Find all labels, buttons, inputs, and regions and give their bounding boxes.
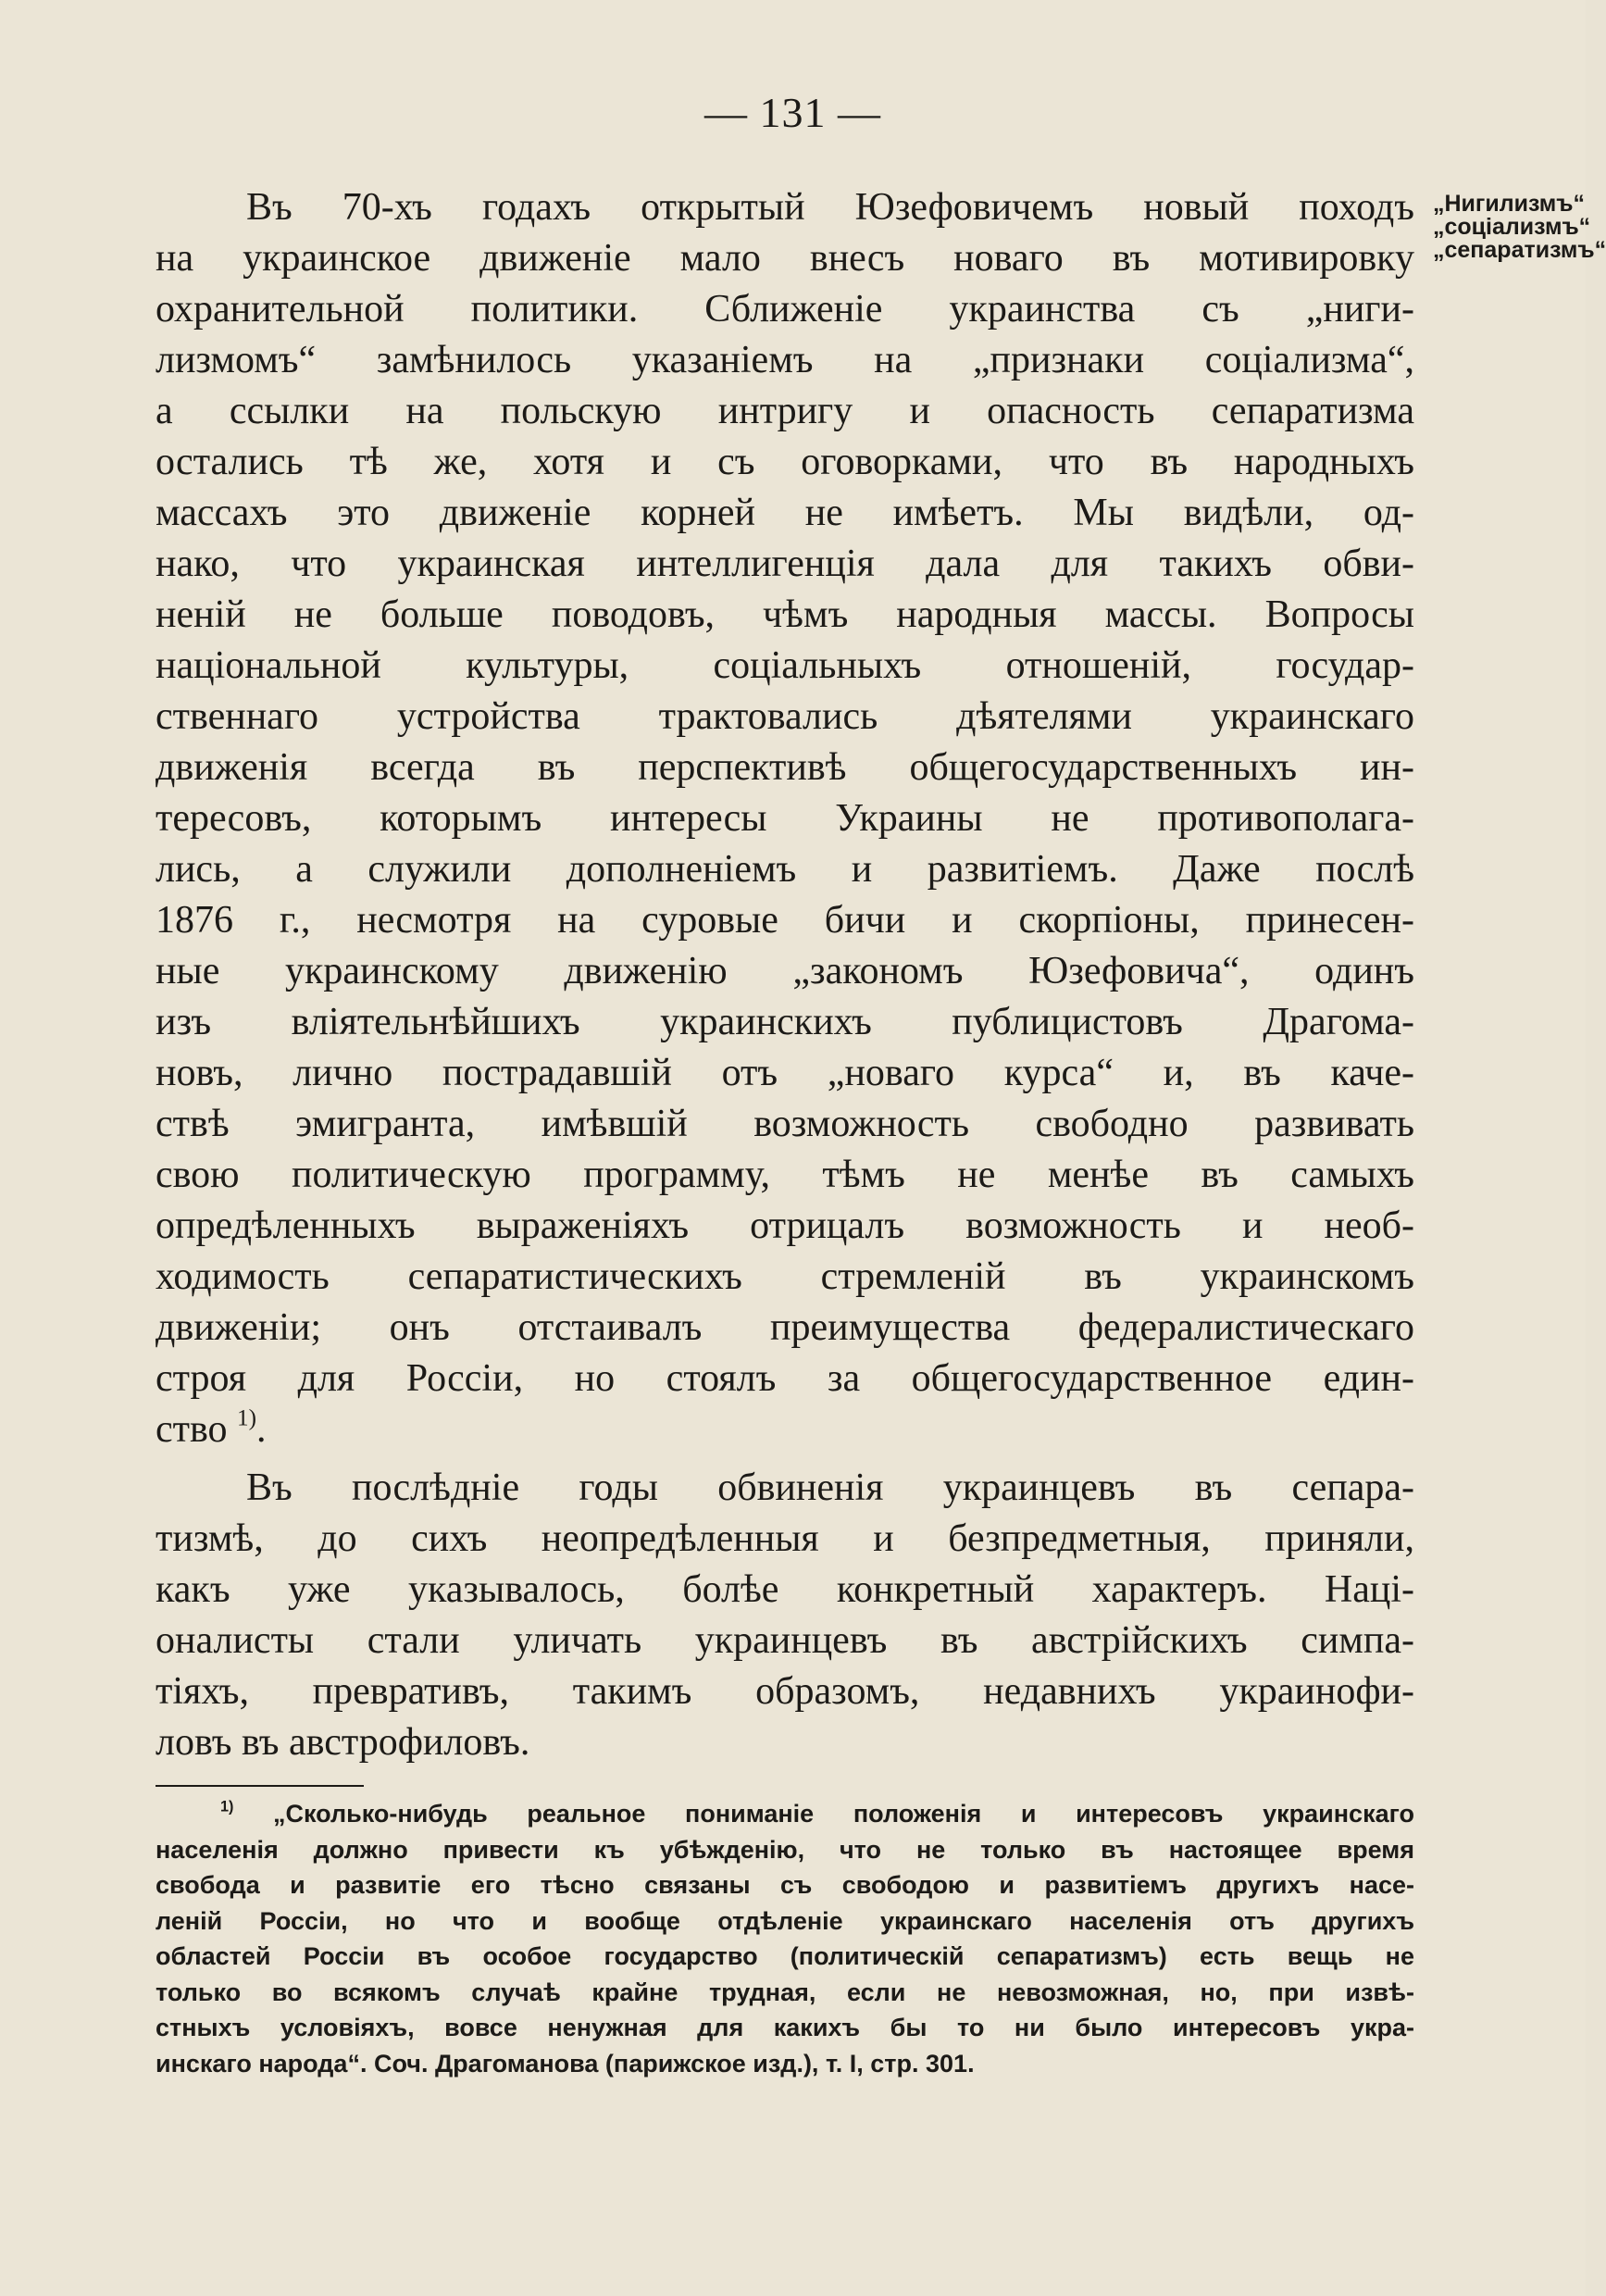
text-line: какъ уже указывалось, болѣе конкретный характеръ. Наці- <box>156 1568 1414 1611</box>
text-line: Въ послѣдніе годы обвиненія украинцевъ въ сепара- <box>246 1466 1414 1509</box>
margin-note <box>1433 191 1606 263</box>
footnote-line: инскаго народа“. Соч. Драгоманова (парижское изд.), т. I, стр. 301. <box>156 2049 975 2078</box>
text-line: ловъ въ австрофиловъ. <box>156 1721 530 1764</box>
text-line: національной культуры, соціальныхъ отношеній, государ- <box>156 644 1414 687</box>
text-line: лизмомъ“ замѣнилось указаніемъ на „признаки соціализма“, <box>156 339 1414 381</box>
text-line: 1876 г., несмотря на суровые бичи и скорпіоны, принесен- <box>156 899 1414 942</box>
footnote-reference[interactable]: 1) <box>237 1405 257 1431</box>
text-line: ство $^{1)}$. <box>156 1405 267 1451</box>
text-line: массахъ это движеніе корней не имѣетъ. Мы видѣли, од- <box>156 492 1414 534</box>
text-line: лись, а служили дополненіемъ и развитіемъ. Даже послѣ <box>156 848 1414 891</box>
text-line: тизмѣ, до сихъ неопредѣленныя и безпредметныя, приняли, <box>156 1517 1414 1560</box>
page-number: — 131 — <box>704 89 881 136</box>
text-line: опредѣленныхъ выраженіяхъ отрицалъ возможность и необ- <box>156 1204 1414 1247</box>
margin-note-line: „соціализмъ“ <box>1433 214 1591 240</box>
text-line: нако, что украинская интеллигенція дала для такихъ обви- <box>156 543 1414 585</box>
text-line: остались тѣ же, хотя и съ оговорками, что въ народныхъ <box>156 441 1414 483</box>
text-line: движеніи; онъ отстаивалъ преимущества федералистическаго <box>156 1306 1414 1349</box>
text-line: тересовъ, которымъ интересы Украины не противополага- <box>156 797 1414 840</box>
footnote <box>156 1796 1414 2081</box>
text-line: свою политическую программу, тѣмъ не менѣе въ самыхъ <box>156 1154 1414 1196</box>
footnote-line: стныхъ условіяхъ, вовсе ненужная для какихъ бы то ни было интересовъ укра- <box>156 2014 1414 2041</box>
text-line: строя для Россіи, но стоялъ за общегосударственное един- <box>156 1357 1414 1400</box>
text-line: ствѣ эмигранта, имѣвшій возможность свободно развивать <box>156 1103 1414 1145</box>
footnote-line: областей Россіи въ особое государство (политическій сепаратизмъ) есть вещь не <box>156 1942 1414 1970</box>
footnote-line: только во всякомъ случаѣ крайне трудная, если не невозможная, но, при извѣ- <box>156 1978 1414 2006</box>
text-line: на украинское движеніе мало внесъ новаго въ мотивировку <box>156 237 1414 280</box>
footnote-text: „Сколько-нибудь реальное пониманіе положенія и интересовъ украинскаго <box>273 1800 1414 1828</box>
text-line: ходимость сепаратистическихъ стремленій въ украинскомъ <box>156 1255 1414 1298</box>
text-line: новъ, лично пострадавшій отъ „новаго курса“ и, въ каче- <box>156 1052 1414 1094</box>
text-line: ные украинскому движенію „закономъ Юзефовича“, одинъ <box>156 950 1414 992</box>
footnote-line: леній Россіи, но что и вообще отдѣленіе украинскаго населенія отъ другихъ <box>156 1906 1414 1935</box>
footnote-line <box>156 1796 1414 1832</box>
footnote-divider <box>156 1785 364 1787</box>
text-line: движенія всегда въ перспективѣ общегосударственныхъ ин- <box>156 746 1414 789</box>
text-line: оналисты стали уличать украинцевъ въ австрійскихъ симпа- <box>156 1619 1414 1662</box>
footnote-line: населенія должно привести къ убѣжденію, что не только въ настоящее время <box>156 1835 1414 1864</box>
text-line: неній не больше поводовъ, чѣмъ народныя массы. Вопросы <box>156 593 1414 636</box>
text-line: а ссылки на польскую интригу и опасность сепаратизма <box>156 390 1414 432</box>
footnote-marker: 1) <box>220 1798 234 1816</box>
text-line: ственнаго устройства трактовались дѣятелями украинскаго <box>156 695 1414 738</box>
text-line: изъ вліятельнѣйшихъ украинскихъ публицистовъ Драгома- <box>156 1001 1414 1043</box>
text-line: охранительной политики. Сближеніе украинства съ „ниги- <box>156 288 1414 331</box>
text-fragment: ство <box>156 1408 228 1451</box>
footnote-line: свобода и развитіе его тѣсно связаны съ свободою и развитіемъ другихъ насе- <box>156 1871 1414 1899</box>
margin-note-line: „сепаратизмъ“ <box>1433 237 1606 263</box>
paragraph-1 <box>156 182 1414 1455</box>
text-line: тіяхъ, превративъ, такимъ образомъ, недавнихъ украинофи- <box>156 1670 1414 1713</box>
margin-note-line: „Нигилизмъ“ <box>1433 191 1585 217</box>
paragraph-2 <box>156 1463 1414 1768</box>
text-line: Въ 70-хъ годахъ открытый Юзефовичемъ новый походъ <box>246 186 1414 229</box>
